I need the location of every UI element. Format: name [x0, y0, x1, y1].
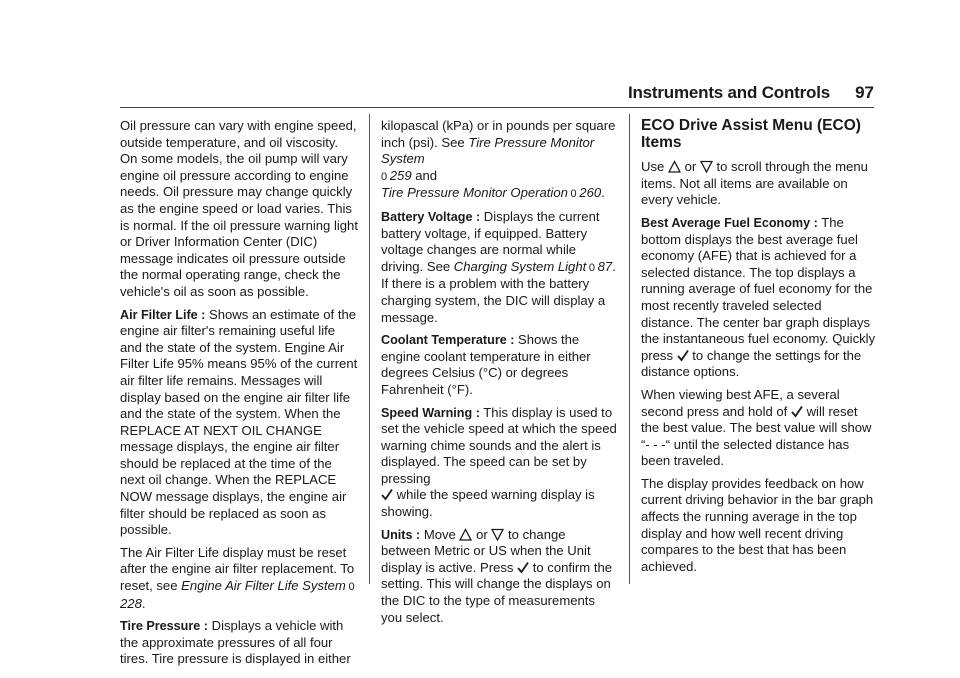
eco-menu-heading: ECO Drive Assist Menu (ECO) Items — [641, 117, 861, 151]
checkmark-icon — [517, 561, 529, 574]
checkmark-icon — [791, 405, 803, 418]
header-rule — [120, 107, 874, 108]
paragraph-best-afe — [641, 215, 877, 381]
column-1 — [120, 118, 358, 674]
page-ref-arrow-icon: 0 — [570, 188, 577, 201]
checkmark-icon — [677, 349, 689, 362]
paragraph-tire-units — [381, 118, 617, 203]
paragraph-air-filter-life — [120, 307, 358, 539]
column-3 — [641, 118, 877, 581]
text: The Air Filter Life display must be reset after the engine air filter replacement. To reset, see — [120, 544, 355, 594]
text: When viewing best AFE, a several second press and hold of — [641, 386, 840, 419]
link-tire-pressure-monitor-operation[interactable]: Tire Pressure Monitor Operation — [381, 185, 568, 201]
text: Move — [420, 526, 460, 542]
column-divider — [369, 114, 370, 584]
column-2 — [381, 118, 617, 632]
text: to change between Metric or US when the Unit display is active. Press — [381, 526, 591, 575]
page-ref[interactable]: 87 — [597, 258, 613, 274]
paragraph-battery-voltage — [381, 209, 617, 326]
paragraph-eco-intro — [641, 159, 877, 209]
text: and — [411, 167, 438, 183]
paragraph-air-filter-reset — [120, 545, 358, 612]
page-number: 97 — [855, 83, 874, 102]
link-tire-pressure-monitor-system[interactable]: Tire Pressure Monitor System — [381, 134, 595, 167]
text: while the speed warning display is showing. — [381, 487, 595, 520]
text: or — [680, 159, 700, 175]
checkmark-icon — [381, 488, 393, 501]
term-units: Units : — [381, 527, 421, 542]
paragraph-coolant-temperature — [381, 332, 617, 398]
text: to scroll through the menu items. Not all items are available on every vehicle. — [641, 159, 868, 208]
term-speed-warning: Speed Warning : — [381, 405, 480, 420]
text: Shows an estimate of the engine air filter's remaining useful life and the state of the system. Engine Air Filter Life 95% means 95% of the current air filter life remains. Messages will display based on the engine air filter life and the state of the system. When the REPLACE AT NEXT OIL CHANGE message displays, the engine air filter should be replaced at the time of the next oil change. When the REPLACE NOW message displays, the engine air filter should be replaced as soon as possible. — [120, 306, 358, 538]
page-ref-arrow-icon: 0 — [381, 170, 388, 183]
text: Use — [641, 159, 668, 175]
thumbwheel-down-icon — [700, 160, 713, 173]
text: Displays the current battery voltage, if equipped. Battery voltage changes are normal while driving. See — [381, 208, 600, 274]
page-ref[interactable]: 228 — [120, 595, 142, 611]
text: to change the settings for the distance options. — [641, 347, 862, 380]
paragraph-tire-pressure — [120, 618, 358, 668]
term-coolant-temperature: Coolant Temperature : — [381, 333, 515, 348]
text: Displays a vehicle with the approximate pressures of all four tires. Tire pressure is displayed in either — [120, 618, 351, 667]
text: This display is used to set the vehicle speed at which the speed warning chime sounds and the alert is displayed. The speed can be set by pressing — [381, 404, 617, 486]
text: will reset the best value. The best value will show “- - -“ until the selected distance has been traveled. — [641, 403, 872, 469]
page-ref-arrow-icon: 0 — [588, 261, 596, 274]
link-engine-air-filter-life-system[interactable]: Engine Air Filter Life System — [181, 578, 346, 594]
page-ref-arrow-icon: 0 — [348, 581, 355, 594]
term-air-filter-life: Air Filter Life : — [120, 307, 206, 322]
paragraph-feedback: The display provides feedback on how current driving behavior in the bar graph affects the running average in the top display and how well recent driving compares to the best that has been achieved. — [641, 475, 874, 574]
text: to confirm the setting. This will change the displays on the DIC to the type of measurements you select. — [381, 559, 613, 625]
paragraph-oil-pressure: Oil pressure can vary with engine speed, outside temperature, and oil viscosity. On some models, the oil pump will vary engine oil pressure according to engine needs. Oil pressure may change quickly as the engine speed or load varies. This is normal. If the oil pressure warning light or Driver Information Center (DIC) message indicates oil pressure outside the normal operating range, check the vehicle's oil as soon as possible. — [120, 118, 358, 299]
term-battery-voltage: Battery Voltage : — [381, 209, 481, 224]
page-header — [0, 83, 960, 105]
thumbwheel-up-icon — [668, 160, 681, 173]
text: . — [141, 595, 146, 611]
paragraph-units — [381, 527, 617, 627]
text: kilopascal (kPa) or in pounds per square inch (psi). See — [381, 118, 616, 150]
text: . If there is a problem with the battery charging system, the DIC will display a message. — [381, 258, 616, 325]
page-ref[interactable]: 260 — [579, 185, 602, 201]
paragraph-afe-reset — [641, 387, 877, 470]
link-charging-system-light[interactable]: Charging System Light — [453, 258, 587, 274]
thumbwheel-down-icon — [491, 528, 504, 541]
text: . — [601, 185, 605, 201]
thumbwheel-up-icon — [459, 528, 472, 541]
page-ref[interactable]: 259 — [389, 167, 412, 183]
text: or — [472, 526, 492, 542]
paragraph-speed-warning — [381, 405, 617, 521]
text: Shows the engine coolant temperature in either degrees Celsius (°C) or degrees Fahrenheit (°F). — [381, 332, 591, 397]
term-tire-pressure: Tire Pressure : — [120, 619, 208, 634]
term-best-average-fuel-economy: Best Average Fuel Economy : — [641, 215, 818, 230]
column-divider — [629, 114, 630, 584]
section-title: Instruments and Controls — [627, 83, 830, 102]
text: The bottom displays the best average fuel economy (AFE) that is achieved for a selected distance. The top displays a running average of fuel economy for the most recently traveled selected distance. The center bar graph displays the instantaneous fuel economy. Quickly press — [641, 214, 876, 363]
